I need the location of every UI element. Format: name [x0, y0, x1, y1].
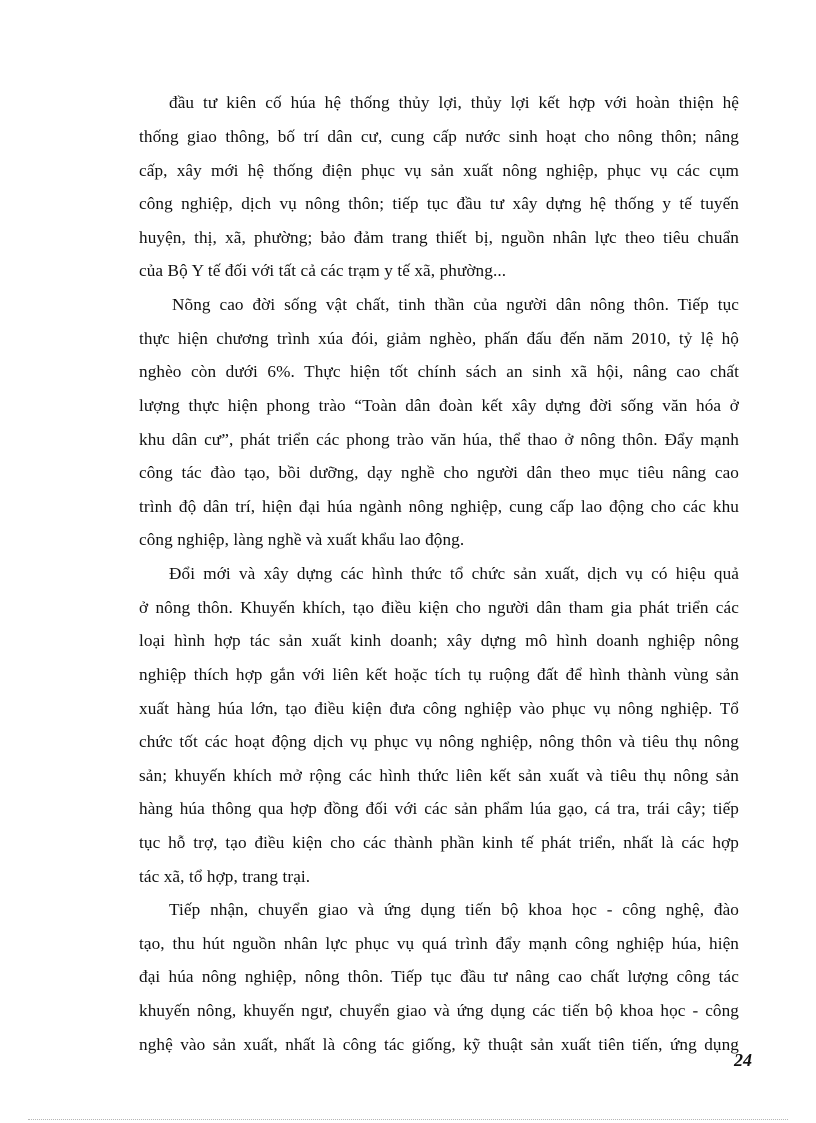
paragraph-2-line-8: công nghiệp, làng nghề và xuất khẩu lao động.	[139, 530, 465, 549]
paragraph-3-line-2: ở nông thôn. Khuyến khích, tạo điều kiện cho người dân tham gia phát triển các	[139, 598, 739, 617]
paragraph-3-line-6: chức tốt các hoạt động dịch vụ phục vụ nông nghiệp, nông thôn và tiêu thụ nông	[139, 732, 739, 751]
paragraph-2-line-1: Nõng cao đời sống vật chất, tinh thần của người dân nông thôn. Tiếp tục	[172, 295, 739, 314]
paragraph-2-line-7: trình độ dân trí, hiện đại húa ngành nông nghiệp, cung cấp lao động cho các khu	[139, 497, 739, 516]
paragraph-4-line-1: Tiếp nhận, chuyển giao và ứng dụng tiến bộ khoa học - công nghệ, đào	[169, 900, 739, 919]
paragraph-3-line-1: Đổi mới và xây dựng các hình thức tổ chức sản xuất, dịch vụ có hiệu quả	[169, 564, 739, 583]
paragraph-1-line-3: cấp, xây mới hệ thống điện phục vụ sản xuất nông nghiệp, phục vụ các cụm	[139, 161, 739, 180]
paragraph-2-line-4: lượng thực hiện phong trào “Toàn dân đoàn kết xây dựng đời sống văn hóa ở	[139, 396, 739, 415]
paragraph-1-line-2: thống giao thông, bố trí dân cư, cung cấp nước sinh hoạt cho nông thôn; nâng	[139, 127, 739, 146]
paragraph-1-line-5: huyện, thị, xã, phường; bảo đảm trang thiết bị, nguồn nhân lực theo tiêu chuẩn	[139, 228, 739, 247]
paragraph-4-line-5: nghệ vào sản xuất, nhất là công tác giống, kỹ thuật sản xuất tiên tiến, ứng dụng	[139, 1035, 739, 1054]
page-number: 24	[734, 1050, 752, 1070]
paragraph-2-line-5: khu dân cư”, phát triển các phong trào văn húa, thể thao ở nông thôn. Đẩy mạnh	[139, 430, 739, 449]
paragraph-3-line-3: loại hình hợp tác sản xuất kinh doanh; xây dựng mô hình doanh nghiệp nông	[139, 631, 739, 650]
paragraph-3-line-10: tác xã, tổ hợp, trang trại.	[139, 867, 311, 886]
paragraph-4-line-2: tạo, thu hút nguồn nhân lực phục vụ quá trình đẩy mạnh công nghiệp húa, hiện	[139, 934, 739, 953]
footer-divider	[28, 1119, 788, 1120]
paragraph-3-line-9: tục hỗ trợ, tạo điều kiện cho các thành phần kinh tế phát triển, nhất là các hợp	[139, 833, 739, 852]
paragraph-1-line-4: công nghiệp, dịch vụ nông thôn; tiếp tục đầu tư xây dựng hệ thống y tế tuyến	[139, 194, 739, 213]
paragraph-1-line-6: của Bộ Y tế đối với tất cả các trạm y tế xã, phường...	[139, 261, 507, 280]
paragraph-2-line-2: thực hiện chương trình xúa đói, giảm nghèo, phấn đấu đến năm 2010, tỷ lệ hộ	[139, 329, 739, 348]
paragraph-3-line-5: xuất hàng húa lớn, tạo điều kiện đưa công nghiệp vào phục vụ nông nghiệp. Tổ	[139, 699, 739, 718]
paragraph-3-line-7: sản; khuyến khích mở rộng các hình thức liên kết sản xuất và tiêu thụ nông sản	[139, 766, 739, 785]
paragraph-2-line-3: nghèo còn dưới 6%. Thực hiện tốt chính sách an sinh xã hội, nâng cao chất	[139, 362, 739, 381]
paragraph-2-line-6: công tác đào tạo, bồi dưỡng, dạy nghề cho người dân theo mục tiêu nâng cao	[139, 463, 739, 482]
paragraph-1-line-1: đầu tư kiên cố húa hệ thống thủy lợi, thủy lợi kết hợp với hoàn thiện hệ	[169, 93, 739, 112]
paragraph-3-line-8: hàng húa thông qua hợp đồng đối với các sản phẩm lúa gạo, cá tra, trái cây; tiếp	[139, 799, 739, 818]
paragraph-4-line-4: khuyến nông, khuyến ngư, chuyển giao và ứng dụng các tiến bộ khoa học - công	[139, 1001, 739, 1020]
paragraph-4-line-3: đại húa nông nghiệp, nông thôn. Tiếp tục đầu tư nâng cao chất lượng công tác	[139, 967, 739, 986]
paragraph-3-line-4: nghiệp thích hợp gắn với liên kết hoặc tích tụ ruộng đất để hình thành vùng sản	[139, 665, 739, 684]
